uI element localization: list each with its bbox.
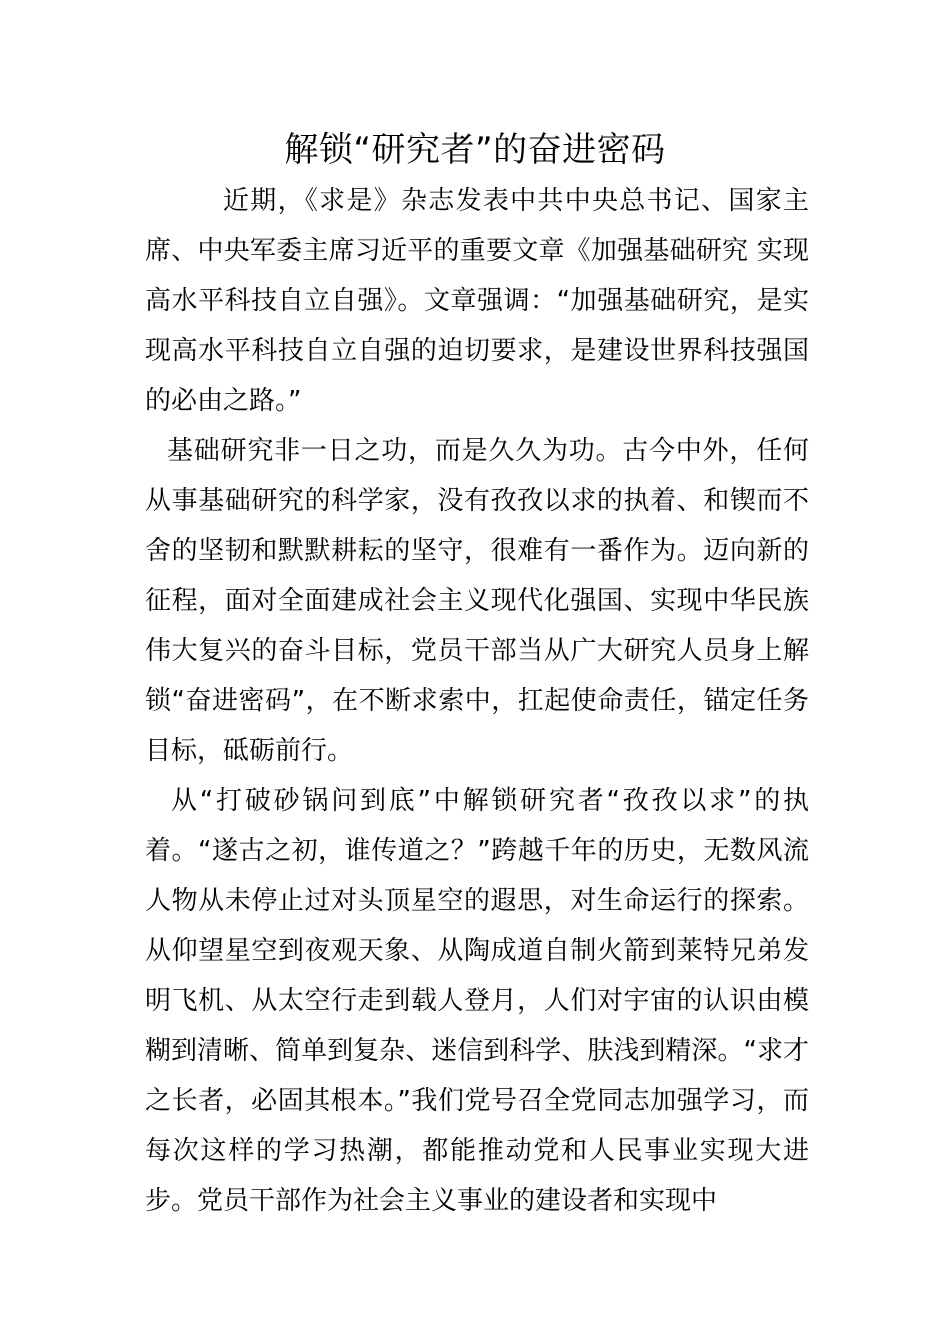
paragraph-2: 基础研究非一日之功，而是久久为功。古今中外，任何从事基础研究的科学家，没有孜孜以求的执着、和锲而不舍的坚韧和默默耕耘的坚守，很难有一番作为。迈向新的征程，面对全面建成社会主义现代化强国、实现中华民族伟大复兴的奋斗目标，党员干部当从广大研究人员身上解锁“奋进密码”，在不断求索中，扛起使命责任，锚定任务目标，砥砺前行。 [145, 436, 809, 766]
paragraph-3: 从“打破砂锅问到底”中解锁研究者“孜孜以求”的执着。“遂古之初，谁传道之？”跨越千年的历史，无数风流人物从未停止过对头顶星空的遐思，对生命运行的探索。从仰望星空到夜观天象、从陶成道自制火箭到莱特兄弟发明飞机、从太空行走到载人登月，人们对宇宙的认识由模糊到清晰、简单到复杂、迷信到科学、肤浅到精深。“求才之长者，必固其根本。”我们党号召全党同志加强学习，而每次这样的学习热潮，都能推动党和人民事业实现大进步。党员干部作为社会主义事业的建设者和实现中 [145, 786, 809, 1216]
document-body [145, 176, 809, 1226]
document-title: 解锁“研究者”的奋进密码 [284, 130, 666, 170]
paragraph-1: 近期，《求是》杂志发表中共中央总书记、国家主席、中央军委主席习近平的重要文章《加强基础研究 实现高水平科技自立自强》。文章强调：“加强基础研究，是实现高水平科技自立自强的迫切要求，是建设世界科技强国的必由之路。” [145, 186, 809, 416]
